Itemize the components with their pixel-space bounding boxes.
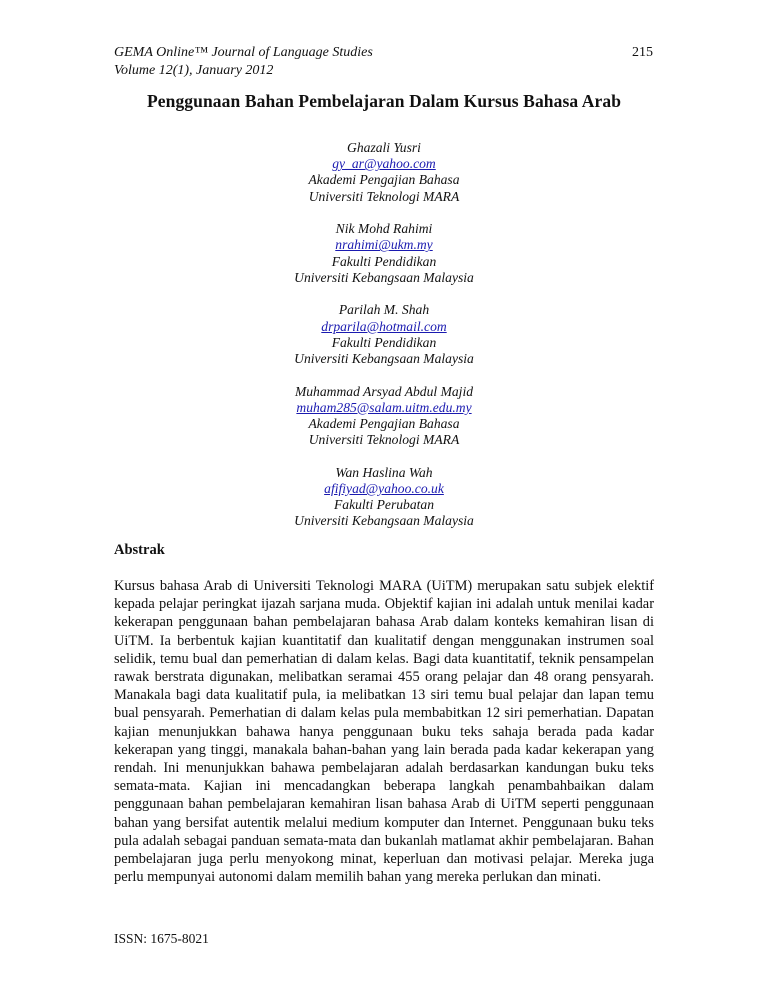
author-email-link[interactable]: afifiyad@yahoo.co.uk bbox=[324, 481, 444, 497]
author-department: Akademi Pengajian Bahasa bbox=[308, 416, 460, 432]
author-institution: Universiti Kebangsaan Malaysia bbox=[294, 269, 474, 285]
author-list bbox=[234, 140, 534, 546]
author-block bbox=[234, 140, 534, 205]
author-name: Parilah M. Shah bbox=[338, 302, 430, 318]
author-institution: Universiti Kebangsaan Malaysia bbox=[294, 351, 474, 367]
paper-title: Penggunaan Bahan Pembelajaran Dalam Kursus Bahasa Arab bbox=[146, 91, 622, 111]
abstract-body bbox=[114, 577, 654, 886]
author-email-link[interactable]: drparila@hotmail.com bbox=[321, 318, 447, 334]
author-email-link[interactable]: muham285@salam.uitm.edu.my bbox=[296, 399, 472, 415]
author-block bbox=[234, 302, 534, 367]
author-institution: Universiti Teknologi MARA bbox=[308, 432, 460, 448]
author-department: Fakulti Pendidikan bbox=[331, 253, 437, 269]
author-email-link[interactable]: nrahimi@ukm.my bbox=[335, 237, 433, 253]
author-name: Wan Haslina Wah bbox=[335, 464, 433, 480]
author-email-link[interactable]: gy_ar@yahoo.com bbox=[332, 156, 436, 172]
author-name: Nik Mohd Rahimi bbox=[335, 221, 433, 237]
author-institution: Universiti Kebangsaan Malaysia bbox=[294, 513, 474, 529]
author-name: Ghazali Yusri bbox=[347, 140, 421, 155]
journal-name: GEMA Online™ Journal of Language Studies bbox=[114, 45, 373, 60]
author-department: Akademi Pengajian Bahasa bbox=[308, 172, 460, 188]
abstract-heading: Abstrak bbox=[114, 542, 165, 558]
author-name: Muhammad Arsyad Abdul Majid bbox=[294, 383, 474, 399]
author-block bbox=[234, 384, 534, 449]
author-block bbox=[234, 465, 534, 530]
journal-volume: Volume 12(1), January 2012 bbox=[114, 63, 274, 78]
abstract-paragraph: Kursus bahasa Arab di Universiti Teknologi MARA (UiTM) merupakan satu subjek elektif kepada pelajar peringkat ijazah sarjana muda. Objektif kajian ini adalah untuk menilai kadar kekerapan penggunaan bahan pembelajaran bahasa Arab dalam konteks kemahiran lisan di UiTM. Ia berbentuk kajian kuantitatif dan kualitatif dengan menggunakan instrumen soal selidik, temu bual dan pemerhatian di dalam kelas. Bagi data kuantitatif, teknik pensampelan rawak berstrata digunakan, melibatkan seramai 455 orang pelajar dan 48 orang pensyarah. Manakala bagi data kualitatif pula, ia melibatkan 13 siri temu bual pelajar dan lapan temu bual pensyarah. Pemerhatian di dalam kelas pula membabitkan 12 siri pemerhatian. Dapatan kajian menunjukkan bahawa hanya penggunaan buku teks sahaja berada pada kadar kekerapan yang tinggi, manakala bahan-bahan yang lain berada pada kadar kekerapan yang rendah. Ini menunjukkan bahawa pembelajaran adalah berdasarkan kandungan buku teks semata-mata. Kajian ini mencadangkan beberapa langkah penambahbaikan dalam penggunaan bahan pembelajaran kemahiran lisan bahasa Arab di UiTM seperti penggunaan bahan yang bersifat autentik melalui medium komputer dan Internet. Penggunaan buku teks pula adalah sebagai panduan semata-mata dan bukanlah matlamat akhir pembelajaran. Bahan pembelajaran juga perlu menyokong minat, keperluan dan motivasi pelajar. Mereka juga perlu mempunyai autonomi dalam memilih bahan yang mereka perlukan dan minati. bbox=[114, 578, 654, 886]
issn-footer: ISSN: 1675-8021 bbox=[114, 931, 209, 946]
page-number: 215 bbox=[632, 45, 653, 60]
author-department: Fakulti Pendidikan bbox=[331, 334, 437, 350]
author-block bbox=[234, 221, 534, 286]
author-institution: Universiti Teknologi MARA bbox=[308, 188, 460, 204]
author-department: Fakulti Perubatan bbox=[333, 497, 435, 513]
